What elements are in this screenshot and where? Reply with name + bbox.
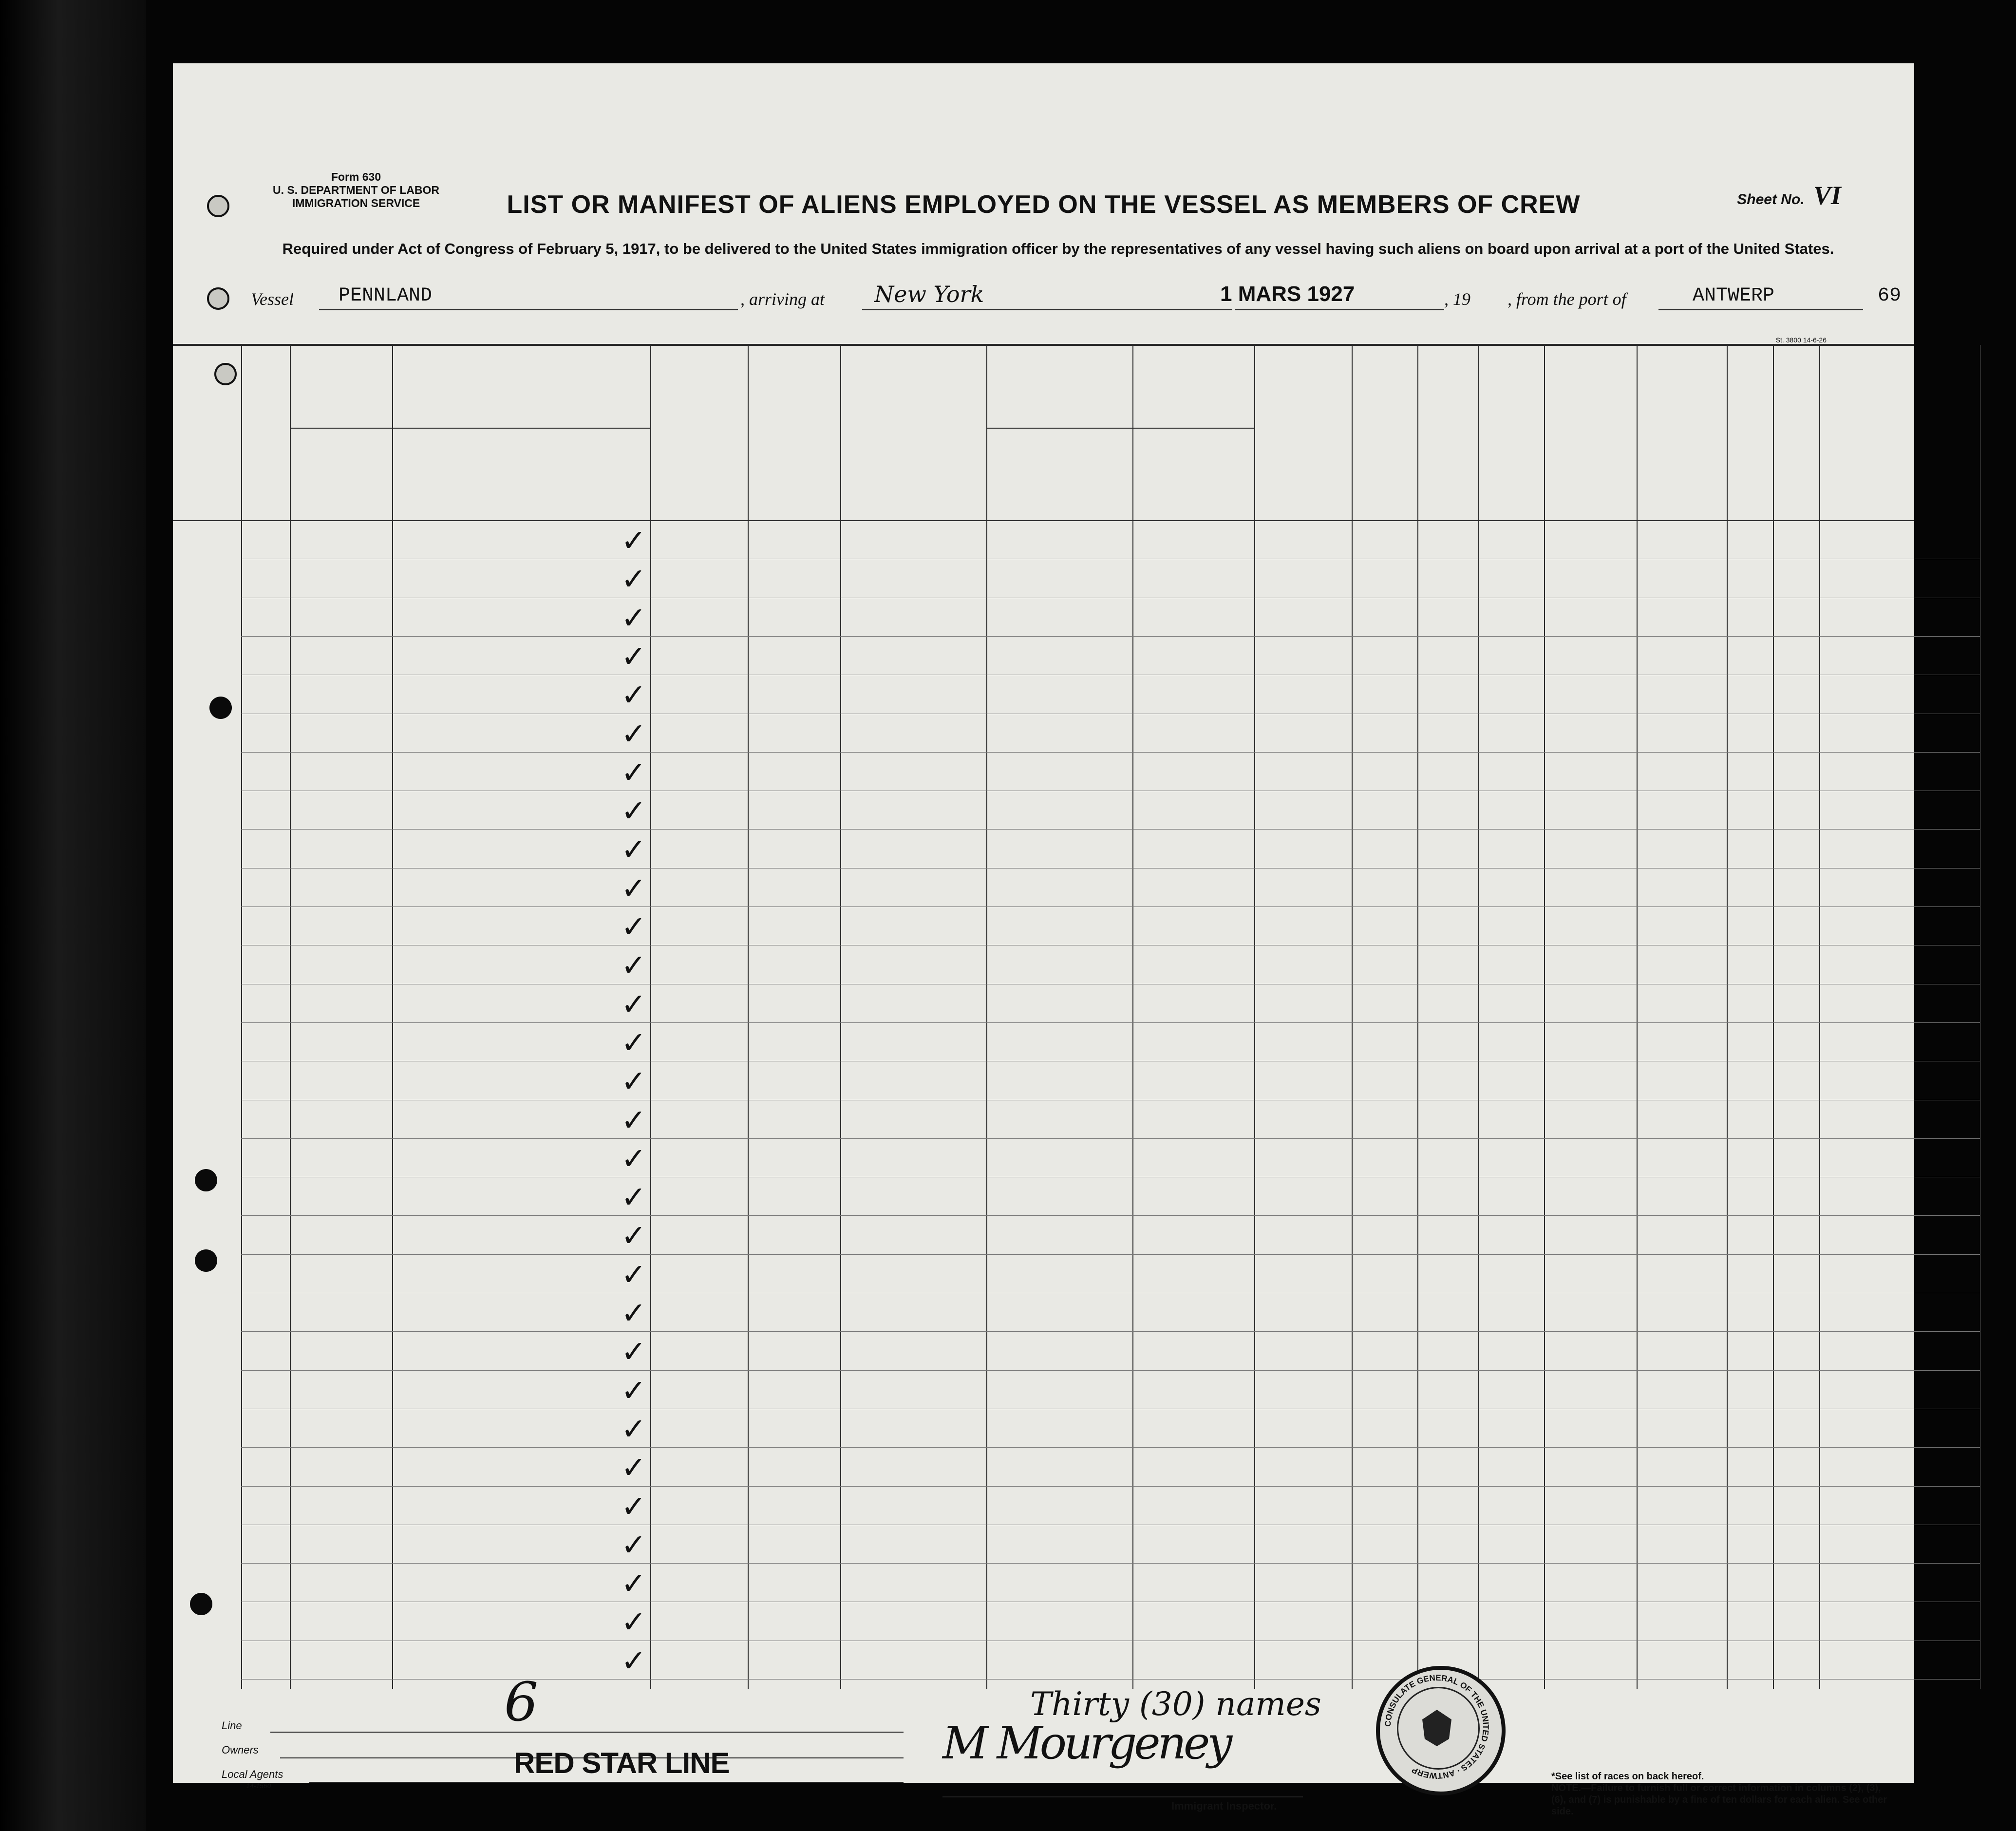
row-rule <box>241 1563 1980 1564</box>
column-rule <box>1417 345 1418 1689</box>
check-mark-icon: ✓ <box>621 1450 646 1486</box>
punch-hole <box>195 1169 217 1191</box>
check-mark-icon: ✓ <box>621 1063 646 1099</box>
check-mark-icon: ✓ <box>621 523 646 558</box>
check-mark-icon: ✓ <box>621 677 646 713</box>
inspector-label: Immigrant Inspector. <box>1171 1800 1277 1812</box>
check-mark-icon: ✓ <box>621 947 646 983</box>
check-mark-icon: ✓ <box>621 870 646 906</box>
column-rule <box>1254 345 1255 1689</box>
check-mark-icon: ✓ <box>621 1566 646 1602</box>
check-mark-icon: ✓ <box>621 1024 646 1060</box>
form-number: Form 630 <box>331 170 381 183</box>
punch-hole <box>207 195 229 217</box>
check-mark-icon: ✓ <box>621 1488 646 1524</box>
punch-hole <box>190 1593 212 1615</box>
check-mark-icon: ✓ <box>621 1295 646 1331</box>
consulate-seal <box>1376 1666 1506 1795</box>
owners-label: Owners <box>222 1744 259 1756</box>
from-port-label: , from the port of <box>1507 289 1626 309</box>
book-binding-edge <box>0 0 146 1831</box>
row-rule <box>241 1331 1980 1332</box>
footer-notes <box>1551 1771 1892 1817</box>
arrival-date-stamp: 1 MARS 1927 <box>1220 282 1355 306</box>
column-rule <box>1637 345 1638 1689</box>
check-mark-icon: ✓ <box>621 1372 646 1408</box>
table-top-rule <box>173 344 1914 346</box>
check-mark-icon: ✓ <box>621 1179 646 1215</box>
column-rule <box>1727 345 1728 1689</box>
row-rule <box>241 906 1980 907</box>
check-mark-icon: ✓ <box>621 1140 646 1176</box>
year-label: , 19 <box>1444 289 1470 309</box>
row-rule <box>241 636 1980 637</box>
punch-hole <box>209 697 232 719</box>
check-mark-icon: ✓ <box>621 793 646 829</box>
sheet-reference: St. 3800 14-6-26 <box>1775 336 1827 344</box>
column-rule <box>840 345 841 1689</box>
column-rule <box>1819 345 1820 1689</box>
local-agents-ref: 14-1560 <box>246 1782 271 1790</box>
check-mark-icon: ✓ <box>621 1256 646 1292</box>
header-subrule <box>290 428 650 429</box>
row-rule <box>241 1022 1980 1023</box>
column-rule <box>1352 345 1353 1689</box>
manifest-sheet <box>173 63 1914 1817</box>
line-label: Line <box>222 1719 242 1732</box>
check-mark-icon: ✓ <box>621 716 646 752</box>
sheet-number-value: VI <box>1813 181 1841 210</box>
sheet-label: Sheet No. <box>1737 191 1805 208</box>
check-mark-icon: ✓ <box>621 909 646 944</box>
column-rule <box>1773 345 1774 1689</box>
check-mark-icon: ✓ <box>621 600 646 636</box>
check-mark-icon: ✓ <box>621 1527 646 1563</box>
check-mark-icon: ✓ <box>621 1642 646 1679</box>
check-mark-icon: ✓ <box>621 1334 646 1370</box>
vessel-line <box>251 281 1902 319</box>
column-rule <box>650 345 651 1689</box>
check-mark-icon: ✓ <box>621 831 646 868</box>
penalty-note: NOTE.—Failure to furnish full or correct information in columns (2), (3), (6), and (7) is punishable by a fine of ten dollars for each alien. See other side. <box>1551 1783 1887 1817</box>
column-rule <box>748 345 749 1689</box>
inspector-signature: M Mourgeney <box>942 1717 1230 1769</box>
check-mark-icon: ✓ <box>621 986 646 1022</box>
row-rule <box>241 1138 1980 1139</box>
local-agents-label: Local Agents <box>222 1768 283 1780</box>
row-rule <box>241 1215 1980 1216</box>
handwritten-total-names: Thirty (30) names <box>1030 1685 1321 1723</box>
check-mark-icon: ✓ <box>621 1102 646 1138</box>
arrival-port: New York <box>874 281 984 307</box>
red-star-line-stamp: RED STAR LINE <box>514 1747 730 1779</box>
row-rule <box>241 1254 1980 1255</box>
header-bottom-rule <box>173 520 1914 521</box>
document-title: LIST OR MANIFEST OF ALIENS EMPLOYED ON THE VESSEL AS MEMBERS OF CREW <box>507 190 1581 219</box>
check-mark-icon: ✓ <box>621 561 646 597</box>
check-mark-icon: ✓ <box>621 1218 646 1254</box>
seal-text-ring <box>1376 1666 1498 1788</box>
column-rule <box>392 345 393 1689</box>
handwritten-six: 6 <box>504 1671 538 1733</box>
departure-port: ANTWERP <box>1693 285 1775 307</box>
vessel-name: PENNLAND <box>339 285 433 307</box>
check-mark-icon: ✓ <box>621 754 646 790</box>
punch-hole <box>214 363 237 385</box>
row-rule <box>241 1370 1980 1371</box>
check-mark-icon: ✓ <box>621 638 646 674</box>
row-rule <box>241 829 1980 830</box>
column-rule <box>1478 345 1479 1689</box>
check-mark-icon: ✓ <box>621 1604 646 1640</box>
row-rule <box>241 1679 1980 1680</box>
department-name: U. S. DEPARTMENT OF LABOR <box>273 184 440 196</box>
row-rule <box>241 1447 1980 1448</box>
vessel-label: Vessel <box>251 289 294 309</box>
document-subtitle: Required under Act of Congress of February 5, 1917, to be delivered to the United States immigration officer by the representatives of any vessel having such aliens on board upon arrival at a port of the United States. <box>282 240 1834 257</box>
check-mark-icon: ✓ <box>621 1411 646 1447</box>
punch-hole <box>207 287 229 310</box>
page-number: 69 <box>1878 285 1902 307</box>
column-rule <box>1980 345 1981 1689</box>
row-rule <box>241 1486 1980 1487</box>
column-rule <box>1132 345 1133 1689</box>
column-rule <box>986 345 987 1689</box>
column-rule <box>290 345 291 1689</box>
service-name: IMMIGRATION SERVICE <box>292 197 420 209</box>
races-note: *See list of races on back hereof. <box>1551 1771 1704 1782</box>
header-subrule <box>986 428 1254 429</box>
column-rule <box>241 345 242 1689</box>
arriving-label: , arriving at <box>740 289 825 309</box>
column-rule <box>1544 345 1545 1689</box>
punch-hole <box>195 1249 217 1272</box>
seal-text: CONSULATE GENERAL OF THE UNITED STATES · ANTWERP <box>1383 1673 1491 1781</box>
row-rule <box>241 752 1980 753</box>
